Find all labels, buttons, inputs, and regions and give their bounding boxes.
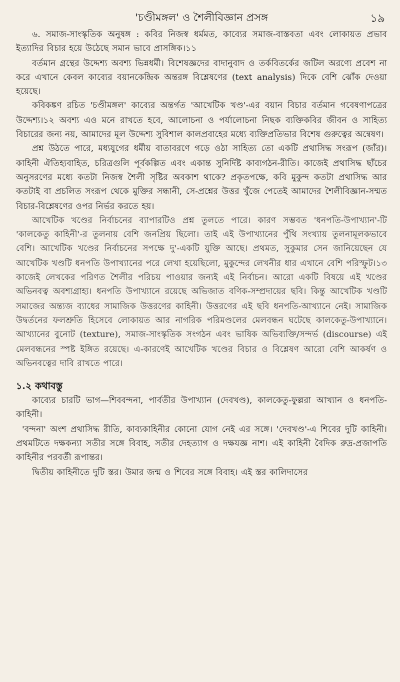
page-number: ১৯ — [370, 11, 385, 25]
paragraph-four-parts: কাব্যের চারটি ভাগ—শিববন্দনা, পার্বতীর উপাখ্যান (দেবখণ্ড), কালকেতু-ফুল্লরা আখ্যান ও ধনপতি-কাহিনী। — [16, 396, 387, 421]
paragraph-genre-question: প্রশ্ন উঠতে পারে, মধ্যযুগের ধর্মীয় বাতাবরণে গড়ে ওঠা সাহিত্য তো একটি প্রথাসিদ্ধ সংরূপ (জাঁর)। কাহিনী ঐতিহ্যবাহিত, চরিত্রগুলি পূর্বকল্পিত এবং একান্ত সুনির্দিষ্ট কাব্যগঠন-রীতি। কাজেই প্রথাসিদ্ধ ছাঁচের অনুসরণের মধ্যে কতটা নিজস্ব শৈলী সৃষ্টির অবকাশ থাকে? প্রকৃতপক্ষে, কবি মুকুন্দ কতটা প্রথাসিদ্ধ আর কতটাই বা প্রচলিত সংরূপ থেকে মুক্তির সন্ধানী, সে-প্রশ্নের উত্তর খুঁজে পেতেই আমাদের শৈলীবিজ্ঞান-সম্মত বিচার-বিশ্লেষণের ওপর নির্ভর করতে হয়। — [16, 144, 387, 212]
paragraph-bandana-devakhanda: 'বন্দনা' অংশ প্রথাসিদ্ধ রীতি, কাব্যকাহিনীর কোনো যোগ নেই এর সঙ্গে। 'দেবখণ্ড'-এ শিবের দুটি কাহিনী। প্রথমটিতে দক্ষকন্যা সতীর সঙ্গে বিবাহ, সতীর দেহত্যাগ ও দক্ষযজ্ঞ নাশ। এই কাহিনী বৈদিক রুদ্র-প্রজাপতি কাহিনীর পরবর্তী রূপান্তর। — [16, 424, 387, 464]
running-title: 'চণ্ডীমঙ্গল' ও শৈলীবিজ্ঞান প্রসঙ্গ — [135, 12, 268, 24]
paragraph-purpose: বর্তমান গ্রন্থের উদ্দেশ্য অবশ্য ভিন্নধর্মী। বিশেষজ্ঞদের বাদানুবাদ ও তর্কবিতর্কের জটিল অরণ্যে প্রবেশ না করে এখানে কেবল কাব্যের বয়ানকেন্দ্রিক অন্তরঙ্গ বিশ্লেষণের (text analysis) দিকে বেশি ঝোঁক দেওয়া হয়েছে। — [16, 58, 387, 98]
paragraph-second-story: দ্বিতীয় কাহিনীতে দুটি স্তর। উমার জন্ম ও শিবের সঙ্গে বিবাহ। এই স্তর কালিদাসের — [32, 467, 308, 478]
paragraph-socio-cultural: ৬. সমাজ-সাংস্কৃতিক অনুষঙ্গ : কবির নিজস্ব ধর্মমত, কাব্যের সমাজ-বাস্তবতা এবং লোকায়ত প্রভাব ইত্যাদির বিচার হয়ে উঠেছে সমান ভাবে প্রাসঙ্গিক।১১ — [16, 30, 387, 55]
paragraph-text-choice: কবিকঙ্কণ রচিত 'চণ্ডীমঙ্গল' কাব্যের অন্তর্গত 'আখেটিক খণ্ড'-এর বয়ান বিচার বর্তমান গবেষণাপত্রের উদ্দেশ্য।১২ অবশ্য এও মনে রাখতে হবে, আলোচনা ও পর্যালোচনা নিছক ব্যক্তিকবির জীবন ও সাহিত্য বিচারের জন্য নয়, আমাদের মূল উদ্দেশ্য সুবিশাল কালপ্রবাহের মধ্যে ব্যক্তিপ্রতিভার বিশেষ গুরুত্বের অন্বেষণ। — [16, 101, 387, 141]
paragraph-selection-rationale: আখেটিক খণ্ডের নির্বাচনের ব্যাপারটিও প্রশ্ন তুলতে পারে। কারণ সম্ভবত 'ধনপতি-উপাখ্যান'-টি 'কালকেতু কাহিনী'-র তুলনায় বেশি জনপ্রিয় ছিলো। তাই এই উপাখ্যানের পুঁথি সংখ্যায় তুলনামূলকভাবে বেশি। আখেটিক খণ্ডের নির্বাচনের সপক্ষে দু'-একটি যুক্তি আছে। প্রথমত, সুকুমার সেন জানিয়েছেন যে আখেটিক খণ্ডটি ধনপতি উপাখ্যানের পরে লেখা হয়েছিলো, মুকুন্দের লেখনীর ধার এখানে বেশি পরিস্ফুট।১৩ কাজেই লেখকের পরিণত শৈলীর পরিচয় পাওয়ার জন্যই এই নির্বাচন। আরো একটি বিষয়ে এই খণ্ডের অভিনবত্ব অবশ্যগ্রাহ্য। ধনপতি উপাখ্যানে রয়েছে অভিজাত বণিক-সম্প্রদায়ের ছবি। কিন্তু আখেটিক খণ্ডটি সমাজের অন্ত্যজ ব্যাধের সামাজিক উত্তরণের কাহিনী। উত্তরণের এই ছবি ধনপতি-আখ্যানে নেই। সামাজিক উদ্বর্তনের ফলশ্রুতি হিসেবে লোকায়ত আর নাগরিক পরিমণ্ডলের মেলবন্ধন ঘটেছে কালকেতু-উপাখ্যানে। আখ্যানের বুনোট (texture), সমাজ-সাংস্কৃতিক সংগঠন এবং ভাষিক অভিব্যক্তি/সন্দর্ভ (discourse) এই মেলবন্ধনের স্পষ্ট ইঙ্গিত রয়েছে। এ-কারণেই আখেটিক খণ্ডের বিচার ও বিশ্লেষণ আরো বেশি আকর্ষণ ও অভিনবত্বের দাবি রাখতে পারে। — [16, 215, 388, 369]
running-header — [16, 8, 387, 28]
section-heading: ১.২ কথাবস্তু — [16, 381, 63, 393]
